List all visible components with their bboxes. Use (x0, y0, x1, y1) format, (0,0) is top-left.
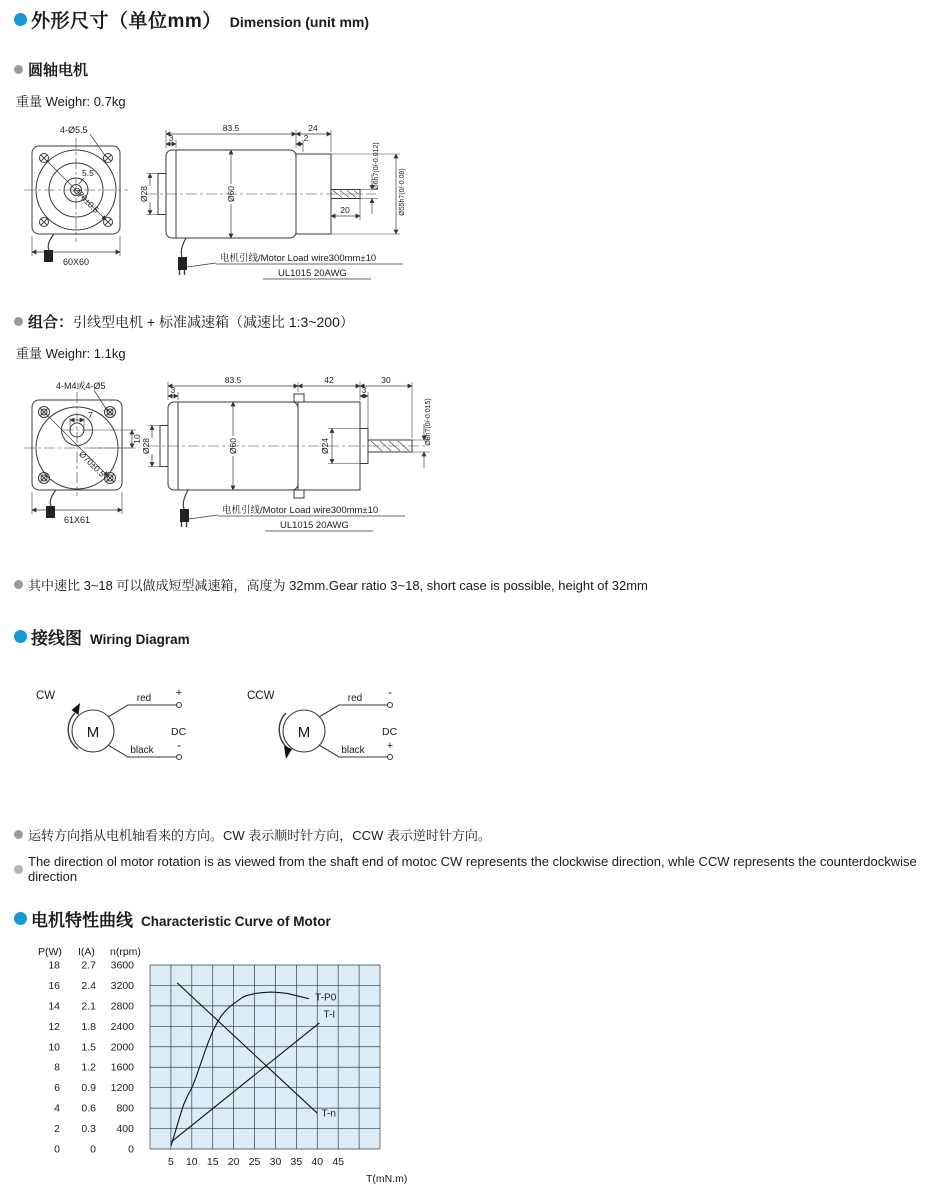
dim-front-shaft: 7 (88, 410, 93, 420)
wiring-title-en: Wiring Diagram (90, 632, 190, 647)
side-view-gear-motor (141, 375, 432, 531)
plus-sign: + (175, 687, 183, 699)
dim-side-boss-dia: Ø28 (141, 437, 151, 455)
cw-rotation-arrow-icon (72, 703, 81, 715)
wire-note-line1: 电机引线/Motor Load wire300mm±10 (220, 253, 377, 264)
dim-side-shaft-length: 30 (381, 375, 391, 385)
y-tick-label: 2400 (110, 1020, 134, 1033)
front-view-gear-motor (24, 380, 142, 525)
dim-front-frame: 61X61 (63, 515, 91, 525)
y-tick-label: 4 (54, 1102, 60, 1115)
x-tick-label: 25 (248, 1156, 261, 1168)
round-motor-heading (14, 59, 940, 80)
y-tick-label: 2.7 (81, 959, 96, 972)
y-axis-title: P(W) (38, 946, 62, 958)
side-view-round-motor (139, 123, 406, 279)
wiring-section-header (14, 624, 940, 649)
y-tick-label: 2.4 (81, 979, 96, 992)
series-label: T-n (321, 1108, 336, 1120)
gray-bullet-icon (14, 65, 23, 74)
gear-ratio-note-text: 其中速比 3~18 可以做成短型减速箱，高度为 32mm.Gear ratio 3~18, short case is possible, height of 32mm (28, 578, 648, 593)
y-tick-label: 0 (90, 1143, 96, 1156)
dim-side-step: 2 (303, 134, 309, 143)
ccw-label: CCW (247, 690, 275, 702)
gear-motor-heading (14, 311, 940, 332)
curve-plot-svg (22, 941, 462, 1187)
dim-front-offset: 10 (132, 434, 142, 444)
dim-side-body-length: 83.5 (222, 123, 240, 133)
y-tick-label: 2 (54, 1123, 60, 1136)
dim-front-holes: 4-M4或4-Ø5 (56, 381, 106, 391)
dim-side-boss-dia: Ø28 (139, 185, 149, 203)
plus-sign: + (386, 740, 394, 752)
y-tick-label: 1.8 (81, 1020, 96, 1033)
y-tick-label: 0.9 (81, 1082, 96, 1095)
rotation-note-zh-text: 运转方向指从电机轴看来的方向。CW 表示顺时针方向，CCW 表示逆时针方向。 (28, 828, 491, 843)
x-axis-title: T(mN.m) (366, 1173, 408, 1185)
y-tick-label: 2000 (110, 1041, 134, 1054)
series-label: T-I (323, 1009, 336, 1021)
y-tick-label: 2.1 (81, 1000, 96, 1013)
dim-side-boss-width: 3 (361, 386, 367, 395)
y-tick-label: 0 (128, 1143, 134, 1156)
round-motor-label: 圆轴电机 (28, 62, 89, 79)
dim-front-offset: 5.5 (82, 168, 94, 178)
y-tick-label: 14 (48, 1000, 60, 1013)
y-tick-label: 800 (116, 1102, 134, 1115)
x-tick-label: 35 (290, 1156, 303, 1168)
y-tick-label: 1.2 (81, 1061, 96, 1074)
gray-bullet-icon (14, 317, 23, 326)
rotation-note-en (14, 854, 940, 884)
gear-motor-label-rest: 引线型电机 + 标准减速箱（减速比 1:3~200） (73, 313, 354, 330)
x-tick-label: 40 (311, 1156, 324, 1168)
dim-front-pilot: Ø70±0.5 (77, 448, 108, 479)
wire-note-line2: UL1015 20AWG (280, 520, 349, 531)
red-wire-label: red (136, 693, 152, 704)
gear-motor-drawing (16, 362, 466, 546)
y-tick-label: 16 (48, 979, 60, 992)
wiring-title-zh: 接线图 (31, 629, 82, 648)
dim-front-pilot: Ø70±0.5 (71, 184, 102, 215)
y-axis-title: I(A) (78, 946, 95, 958)
red-wire-label: red (347, 693, 363, 704)
wiring-diagram-cw (28, 679, 203, 779)
motor-symbol: M (297, 724, 311, 741)
y-tick-label: 10 (48, 1041, 60, 1054)
y-tick-label: 3600 (110, 959, 134, 972)
y-tick-label: 400 (116, 1123, 134, 1136)
dim-side-body-dia: Ø60 (228, 437, 238, 455)
series-label: T-P0 (315, 992, 337, 1004)
dimension-title-en: Dimension (unit mm) (229, 14, 370, 30)
blue-bullet-icon (14, 912, 27, 925)
rotation-note-en-text: The direction ol motor rotation is as viewed from the shaft end of motoc CW represents the clockwise direction, whle CCW represents the counterdockwise direction (28, 854, 917, 884)
dim-front-frame: 60X60 (62, 257, 90, 267)
dim-side-shaft-dia: Ø8h7(0/-0.015) (425, 398, 432, 446)
round-motor-drawing (16, 110, 446, 280)
blue-bullet-icon (14, 630, 27, 643)
gear-motor-weight: 重量 Weighr: 1.1kg (16, 346, 126, 361)
y-tick-label: 2800 (110, 1000, 134, 1013)
y-tick-label: 0.3 (81, 1123, 96, 1136)
black-wire-label: black (130, 745, 154, 756)
y-tick-label: 1600 (110, 1061, 134, 1074)
characteristic-curve-chart (22, 941, 940, 1192)
dim-side-gear-length: 42 (324, 375, 334, 385)
x-tick-label: 10 (185, 1156, 198, 1168)
dim-side-body-length: 83.5 (224, 375, 242, 385)
x-tick-label: 15 (206, 1156, 219, 1168)
y-axis-title: n(rpm) (110, 946, 141, 958)
gear-ratio-note (14, 575, 940, 594)
front-view-round-motor (24, 125, 128, 267)
curve-title-en: Characteristic Curve of Motor (141, 914, 331, 929)
wiring-diagrams (28, 679, 940, 779)
dim-side-flange: 3 (170, 386, 176, 395)
dc-label: DC (382, 726, 398, 738)
dim-side-shaft-length: 20 (340, 205, 350, 215)
curve-section-header (14, 906, 940, 931)
y-tick-label: 12 (48, 1020, 60, 1033)
y-tick-label: 8 (54, 1061, 60, 1074)
black-wire-label: black (341, 745, 365, 756)
y-tick-label: 0.6 (81, 1102, 96, 1115)
dim-side-pilot-dia: Ø55h7(0/-0.08) (399, 168, 406, 216)
gear-motor-label-bold: 组合： (28, 314, 74, 331)
gray-bullet-icon (14, 830, 23, 839)
cw-label: CW (36, 690, 56, 702)
dim-side-out-dia: Ø24 (320, 437, 330, 455)
round-motor-weight: 重量 Weighr: 0.7kg (16, 94, 126, 109)
y-tick-label: 0 (54, 1143, 60, 1156)
motor-symbol: M (86, 724, 100, 741)
gray-bullet-icon (14, 580, 23, 589)
minus-sign: - (388, 685, 392, 699)
minus-sign: - (177, 738, 181, 752)
curve-title-zh: 电机特性曲线 (31, 911, 133, 930)
wire-note-line2: UL1015 20AWG (278, 268, 347, 279)
rotation-note-zh (14, 825, 940, 844)
blue-bullet-icon (14, 13, 27, 26)
dim-side-body-dia: Ø60 (226, 185, 236, 203)
y-tick-label: 1200 (110, 1082, 134, 1095)
dim-side-end-length: 24 (308, 123, 318, 133)
gray-bullet-icon (14, 865, 23, 874)
dc-label: DC (171, 726, 187, 738)
dimension-section-header (14, 6, 940, 33)
dimension-title-zh: 外形尺寸（单位mm） (31, 11, 222, 32)
dim-side-flange: 3 (168, 134, 174, 143)
y-tick-label: 6 (54, 1082, 60, 1095)
dim-side-shaft-dia: Ø6h7(0/-0.012) (373, 142, 380, 190)
y-tick-label: 3200 (110, 979, 134, 992)
x-tick-label: 45 (332, 1156, 345, 1168)
dim-front-holes: 4-Ø5.5 (60, 125, 88, 135)
y-tick-label: 18 (48, 959, 60, 972)
wiring-diagram-ccw (239, 679, 414, 779)
x-tick-label: 20 (227, 1156, 240, 1168)
wire-note-line1: 电机引线/Motor Load wire300mm±10 (222, 505, 379, 516)
y-tick-label: 1.5 (81, 1041, 96, 1054)
x-tick-label: 30 (269, 1156, 282, 1168)
x-tick-label: 5 (167, 1156, 174, 1168)
